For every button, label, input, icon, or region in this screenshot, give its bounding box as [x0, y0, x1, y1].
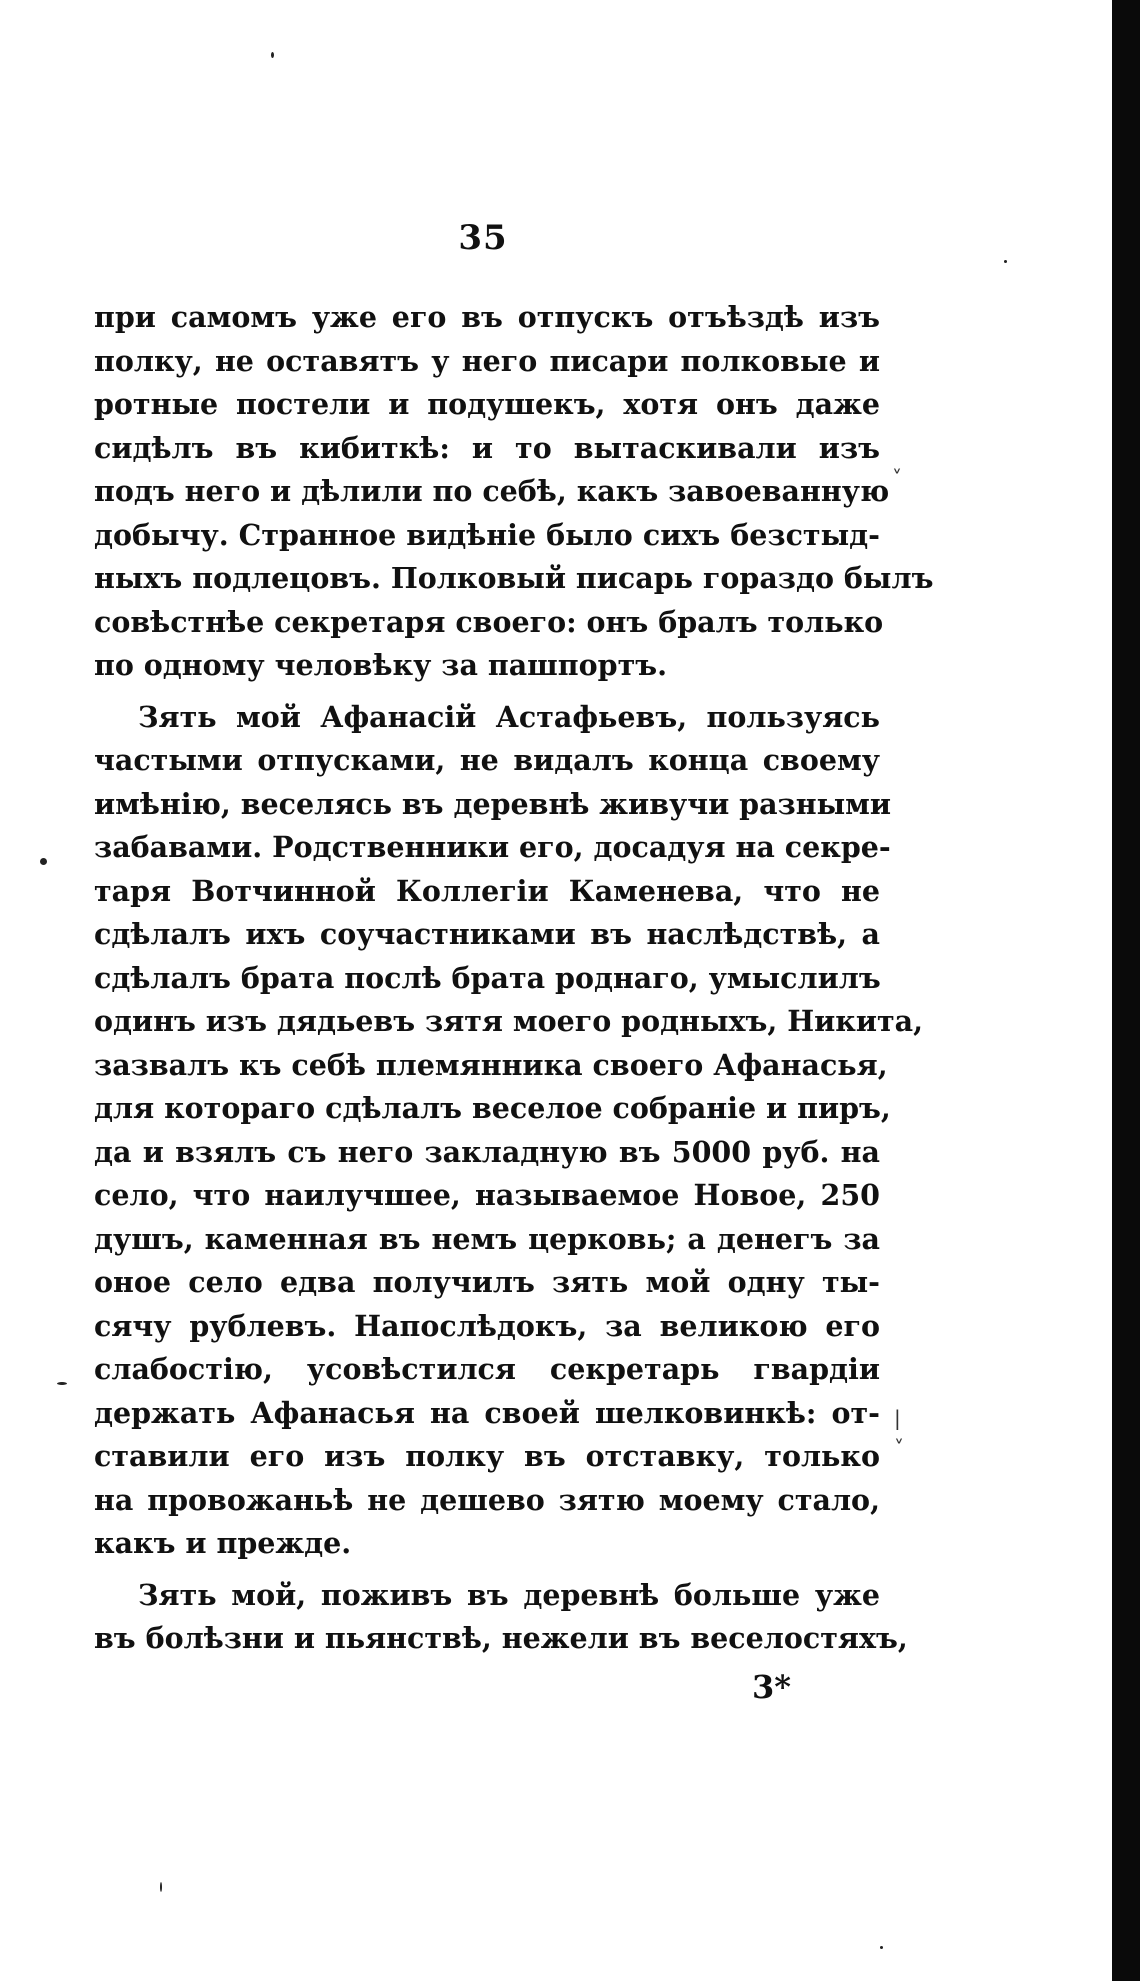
text-line: таря Вотчинной Коллегіи Каменева, что не — [94, 873, 880, 908]
text-line: душъ, каменная въ немъ церковь; а денегъ за — [94, 1221, 880, 1256]
text-line: держать Афанасья на своей шелковинкѣ: от- — [94, 1395, 880, 1430]
text-line: полку, не оставятъ у него писари полковые и — [94, 343, 880, 378]
text-line: село, что наилучшее, называемое Новое, 250 — [94, 1178, 880, 1212]
text-line: частыми отпусками, не видалъ конца своему — [94, 743, 880, 777]
scan-speck — [57, 1382, 67, 1385]
text-line: ставили его изъ полку въ отставку, только — [94, 1439, 880, 1473]
scan-speck — [40, 858, 47, 865]
text-line: ныхъ подлецовъ. Полковый писарь гораздо былъ — [94, 561, 934, 595]
printer-signature-mark: 3* — [752, 1668, 791, 1706]
text-line: ротные постели и подушекъ, хотя онъ даже — [94, 387, 880, 421]
scan-speck — [880, 1946, 883, 1949]
paragraph — [94, 296, 934, 688]
text-line: подъ него и дѣлили по себѣ, какъ завоеванную — [94, 474, 890, 508]
text-line: въ болѣзни и пьянствѣ, нежели въ веселостяхъ, — [94, 1621, 908, 1655]
text-line: одинъ изъ дядьевъ зятя моего родныхъ, Никита, — [94, 1004, 924, 1038]
text-line: по одному человѣку за пашпортъ. — [94, 648, 668, 682]
scan-mark: ˅ — [894, 1436, 904, 1460]
text-line: имѣнію, веселясь въ деревнѣ живучи разными — [94, 786, 892, 821]
text-line: Зять мой Афанасій Астафьевъ, пользуясь — [138, 699, 880, 734]
text-line: забавами. Родственники его, досадуя на секре- — [94, 830, 891, 864]
scan-speck — [271, 52, 274, 58]
paragraph-gap — [94, 688, 880, 696]
text-line: какъ и прежде. — [94, 1526, 352, 1560]
scan-speck — [160, 1882, 162, 1892]
paragraph — [94, 696, 924, 1566]
page-number: 35 — [458, 218, 508, 258]
scan-edge-shadow — [1112, 0, 1140, 1981]
paragraph — [94, 1574, 908, 1661]
text-line: сдѣлалъ ихъ соучастниками въ наслѣдствѣ, а — [94, 917, 880, 951]
text-line: сдѣлалъ брата послѣ брата роднаго, умыслилъ — [94, 960, 881, 995]
text-line: зазвалъ къ себѣ племянника своего Афанасья, — [94, 1047, 888, 1082]
text-line: добычу. Странное видѣніе было сихъ безстыд- — [94, 517, 880, 552]
text-line: для котораго сдѣлалъ веселое собраніе и пиръ, — [94, 1091, 891, 1125]
text-line: оное село едва получилъ зять мой одну ты- — [94, 1265, 880, 1299]
text-line: сидѣлъ въ кибиткѣ: и то вытаскивали изъ — [94, 430, 880, 465]
text-line: да и взялъ съ него закладную въ 5000 руб. на — [94, 1134, 880, 1169]
text-line: совѣстнѣе секретаря своего: онъ бралъ только — [94, 604, 884, 639]
body-text — [94, 296, 934, 1661]
scan-speck — [1004, 260, 1007, 263]
text-line: при самомъ уже его въ отпускъ отъѣздѣ изъ — [94, 300, 880, 334]
scan-mark: | — [894, 1406, 901, 1430]
text-line: слабостію, усовѣстился секретарь гвардіи — [94, 1352, 880, 1386]
text-line: Зять мой, поживъ въ деревнѣ больше уже — [138, 1577, 880, 1612]
text-line: сячу рублевъ. Напослѣдокъ, за великою его — [94, 1308, 880, 1343]
scan-mark: ˅ — [892, 466, 902, 490]
text-line: на провожаньѣ не дешево зятю моему стало, — [94, 1482, 880, 1517]
paragraph-gap — [94, 1566, 880, 1574]
